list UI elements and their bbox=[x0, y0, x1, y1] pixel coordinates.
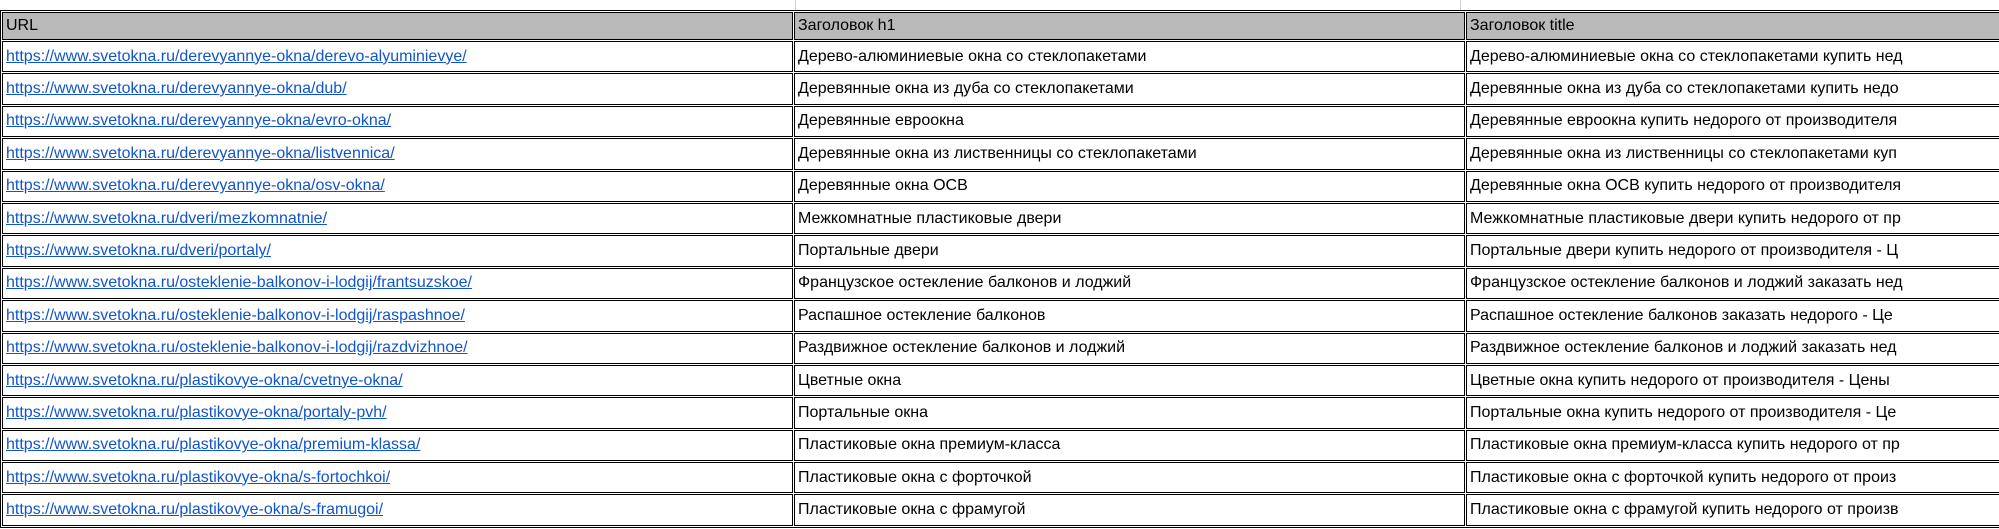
title-cell: Раздвижное остекление балконов и лоджий заказать нед bbox=[1466, 333, 1999, 364]
url-link[interactable]: https://www.svetokna.ru/derevyannye-okna/evro-okna/ bbox=[6, 112, 392, 130]
url-link[interactable]: https://www.svetokna.ru/osteklenie-balkonov-i-lodgij/razdvizhnoe/ bbox=[6, 339, 468, 357]
h1-cell: Пластиковые окна с форточкой bbox=[794, 462, 1465, 493]
title-cell: Деревянные окна ОСВ купить недорого от производителя bbox=[1466, 171, 1999, 202]
h1-cell: Деревянные окна из лиственницы со стеклопакетами bbox=[794, 138, 1465, 169]
url-cell bbox=[2, 462, 793, 493]
column-gridline bbox=[1460, 0, 1461, 10]
url-link[interactable]: https://www.svetokna.ru/osteklenie-balkonov-i-lodgij/frantsuzskoe/ bbox=[6, 274, 472, 292]
column-header-url: URL bbox=[2, 12, 793, 40]
table-header bbox=[2, 12, 1999, 40]
column-header-title: Заголовок title bbox=[1466, 12, 1999, 40]
h1-cell: Портальные окна bbox=[794, 397, 1465, 428]
h1-cell: Цветные окна bbox=[794, 365, 1465, 396]
title-cell: Пластиковые окна с фрамугой купить недорого от произв bbox=[1466, 494, 1999, 525]
url-link[interactable]: https://www.svetokna.ru/derevyannye-okna/listvennica/ bbox=[6, 144, 395, 162]
url-cell bbox=[2, 171, 793, 202]
title-cell: Деревянные окна из лиственницы со стеклопакетами куп bbox=[1466, 138, 1999, 169]
title-cell: Французское остекление балконов и лоджий заказать нед bbox=[1466, 268, 1999, 299]
h1-cell: Пластиковые окна премиум-класса bbox=[794, 430, 1465, 461]
url-link[interactable]: https://www.svetokna.ru/plastikovye-okna/premium-klassa/ bbox=[6, 436, 421, 454]
h1-cell: Распашное остекление балконов bbox=[794, 300, 1465, 331]
url-cell bbox=[2, 333, 793, 364]
title-cell: Дерево-алюминиевые окна со стеклопакетами купить нед bbox=[1466, 41, 1999, 72]
table-row bbox=[2, 235, 1999, 266]
table-row bbox=[2, 397, 1999, 428]
url-link[interactable]: https://www.svetokna.ru/plastikovye-okna/portaly-pvh/ bbox=[6, 403, 387, 421]
url-link[interactable]: https://www.svetokna.ru/dveri/portaly/ bbox=[6, 242, 271, 260]
h1-cell: Деревянные евроокна bbox=[794, 106, 1465, 137]
title-cell: Портальные двери купить недорого от производителя - Ц bbox=[1466, 235, 1999, 266]
h1-cell: Деревянные окна ОСВ bbox=[794, 171, 1465, 202]
url-cell bbox=[2, 41, 793, 72]
column-gridline bbox=[795, 0, 796, 10]
table-row bbox=[2, 106, 1999, 137]
header-row bbox=[2, 12, 1999, 40]
title-cell: Распашное остекление балконов заказать недорого - Це bbox=[1466, 300, 1999, 331]
title-cell: Пластиковые окна премиум-класса купить недорого от пр bbox=[1466, 430, 1999, 461]
url-cell bbox=[2, 106, 793, 137]
url-cell bbox=[2, 300, 793, 331]
table-row bbox=[2, 430, 1999, 461]
url-cell bbox=[2, 397, 793, 428]
h1-cell: Деревянные окна из дуба со стеклопакетами bbox=[794, 73, 1465, 104]
url-cell bbox=[2, 494, 793, 525]
table-row bbox=[2, 462, 1999, 493]
table-row bbox=[2, 41, 1999, 72]
table-row bbox=[2, 300, 1999, 331]
title-cell: Деревянные евроокна купить недорого от производителя bbox=[1466, 106, 1999, 137]
url-link[interactable]: https://www.svetokna.ru/derevyannye-okna/dub/ bbox=[6, 80, 347, 98]
title-cell: Пластиковые окна с форточкой купить недорого от произ bbox=[1466, 462, 1999, 493]
table-row bbox=[2, 268, 1999, 299]
table-row bbox=[2, 171, 1999, 202]
h1-cell: Межкомнатные пластиковые двери bbox=[794, 203, 1465, 234]
url-link[interactable]: https://www.svetokna.ru/plastikovye-okna/s-fortochkoi/ bbox=[6, 468, 391, 486]
url-link[interactable]: https://www.svetokna.ru/osteklenie-balkonov-i-lodgij/raspashnoe/ bbox=[6, 306, 465, 324]
table-row bbox=[2, 365, 1999, 396]
url-cell bbox=[2, 138, 793, 169]
title-cell: Портальные окна купить недорого от производителя - Це bbox=[1466, 397, 1999, 428]
h1-cell: Раздвижное остекление балконов и лоджий bbox=[794, 333, 1465, 364]
h1-cell: Французское остекление балконов и лоджий bbox=[794, 268, 1465, 299]
url-cell bbox=[2, 268, 793, 299]
table-row bbox=[2, 73, 1999, 104]
url-cell bbox=[2, 203, 793, 234]
h1-cell: Пластиковые окна с фрамугой bbox=[794, 494, 1465, 525]
table-row bbox=[2, 494, 1999, 525]
url-cell bbox=[2, 73, 793, 104]
title-cell: Цветные окна купить недорого от производителя - Цены bbox=[1466, 365, 1999, 396]
seo-url-table bbox=[0, 10, 1999, 528]
table-row bbox=[2, 138, 1999, 169]
table-row bbox=[2, 203, 1999, 234]
table-row bbox=[2, 333, 1999, 364]
h1-cell: Дерево-алюминиевые окна со стеклопакетами bbox=[794, 41, 1465, 72]
url-link[interactable]: https://www.svetokna.ru/derevyannye-okna/osv-okna/ bbox=[6, 177, 385, 195]
table-body bbox=[2, 41, 1999, 526]
sheet-top-gutter bbox=[0, 0, 1999, 10]
url-cell bbox=[2, 235, 793, 266]
url-link[interactable]: https://www.svetokna.ru/plastikovye-okna/cvetnye-okna/ bbox=[6, 371, 403, 389]
url-link[interactable]: https://www.svetokna.ru/derevyannye-okna/derevo-alyuminievye/ bbox=[6, 47, 467, 65]
title-cell: Межкомнатные пластиковые двери купить недорого от пр bbox=[1466, 203, 1999, 234]
url-link[interactable]: https://www.svetokna.ru/plastikovye-okna/s-framugoi/ bbox=[6, 501, 384, 519]
url-cell bbox=[2, 365, 793, 396]
h1-cell: Портальные двери bbox=[794, 235, 1465, 266]
column-header-h1: Заголовок h1 bbox=[794, 12, 1465, 40]
url-link[interactable]: https://www.svetokna.ru/dveri/mezkomnatnie/ bbox=[6, 209, 328, 227]
title-cell: Деревянные окна из дуба со стеклопакетами купить недо bbox=[1466, 73, 1999, 104]
url-cell bbox=[2, 430, 793, 461]
